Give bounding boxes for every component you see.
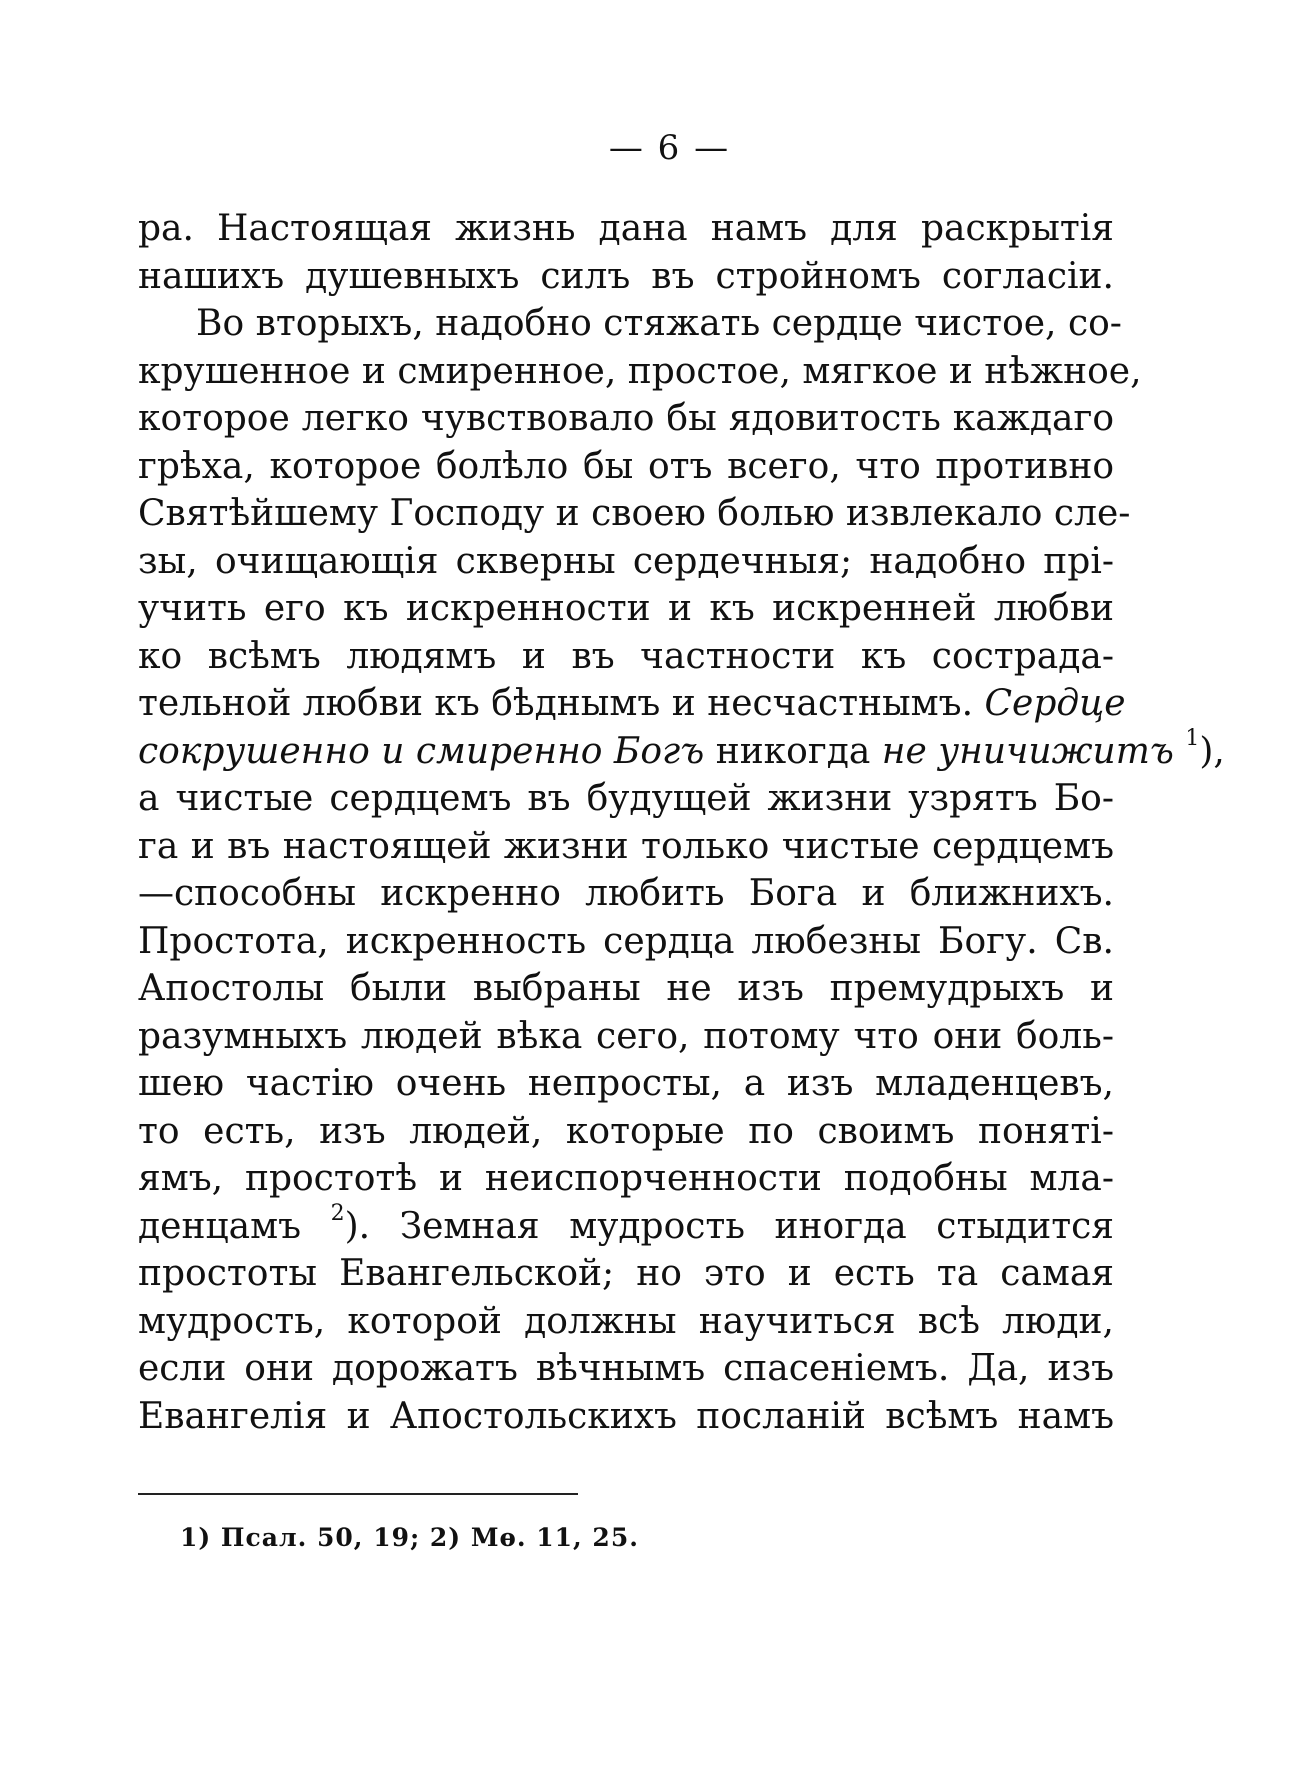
text-line	[138, 725, 1225, 776]
text-line: если они дорожатъ вѣчнымъ спасеніемъ. Да, изъ	[138, 1348, 1114, 1389]
text-segment: ),	[1199, 730, 1225, 772]
text-line: Евангелія и Апостольскихъ посланій всѣмъ намъ	[138, 1395, 1114, 1437]
scripture-quote: Сердце	[984, 683, 1126, 724]
footnote-marker: 1	[1185, 725, 1200, 751]
text-line	[138, 680, 1126, 728]
text-line: Простота, искренность сердца любезны Богу. Св.	[138, 920, 1114, 962]
text-line: —способны искренно любить Бога и ближнихъ.	[138, 873, 1114, 914]
text-line: зы, очищающія скверны сердечныя; надобно прі-	[138, 540, 1114, 582]
text-line: ямъ, простотѣ и неиспорченности подобны мла-	[138, 1158, 1114, 1199]
text-segment: тельной любви къ бѣднымъ и несчастнымъ.	[138, 683, 985, 724]
text-line: ко всѣмъ людямъ и въ частности къ сострада-	[138, 635, 1114, 677]
scripture-quote: не уничижитъ	[881, 730, 1174, 772]
text-segment: никогда	[704, 730, 882, 772]
text-line: разумныхъ людей вѣка сего, потому что они боль-	[138, 1015, 1114, 1057]
text-line: Во вторыхъ, надобно стяжать сердце чистое, со-	[196, 303, 1122, 344]
text-line: простоты Евангельской; но это и есть та самая	[138, 1253, 1114, 1294]
footnote: 1) Псал. 50, 19; 2) Мѳ. 11, 25.	[180, 1523, 639, 1552]
text-line: шею частію очень непросты, а изъ младенцевъ,	[138, 1063, 1114, 1104]
text-line: мудрость, которой должны научиться всѣ люди,	[138, 1300, 1114, 1342]
text-line: то есть, изъ людей, которые по своимъ поняті-	[138, 1110, 1114, 1152]
text-line: Святѣйшему Господу и своею болью извлекало сле-	[138, 493, 1131, 534]
text-line	[138, 1200, 1114, 1251]
footnote-divider	[138, 1493, 578, 1495]
text-line: учить его къ искренности и къ искренней любви	[138, 588, 1114, 629]
text-line: Апостолы были выбраны не изъ премудрыхъ и	[138, 968, 1114, 1009]
text-line: нашихъ душевныхъ силъ въ стройномъ согласіи.	[138, 255, 1114, 297]
text-segment: ). Земная мудрость иногда стыдится	[344, 1205, 1114, 1247]
text-line: га и въ настоящей жизни только чистые сердцемъ	[138, 825, 1114, 867]
text-segment: денцамъ	[138, 1205, 331, 1247]
text-line: ра. Настоящая жизнь дана намъ для раскрытія	[138, 208, 1114, 249]
text-line: которое легко чувствовало бы ядовитость каждаго	[138, 398, 1114, 439]
page-number: — 6 —	[608, 128, 731, 168]
body-text	[138, 205, 1225, 1440]
scripture-quote: сокрушенно и смиренно Богъ	[138, 730, 705, 772]
text-line: а чистые сердцемъ въ будущей жизни узрятъ Бо-	[138, 778, 1114, 819]
text-line: крушенное и смиренное, простое, мягкое и нѣжное,	[138, 350, 1142, 392]
footnote-marker: 2	[330, 1200, 345, 1226]
text-line: грѣха, которое болѣло бы отъ всего, что противно	[138, 445, 1114, 487]
